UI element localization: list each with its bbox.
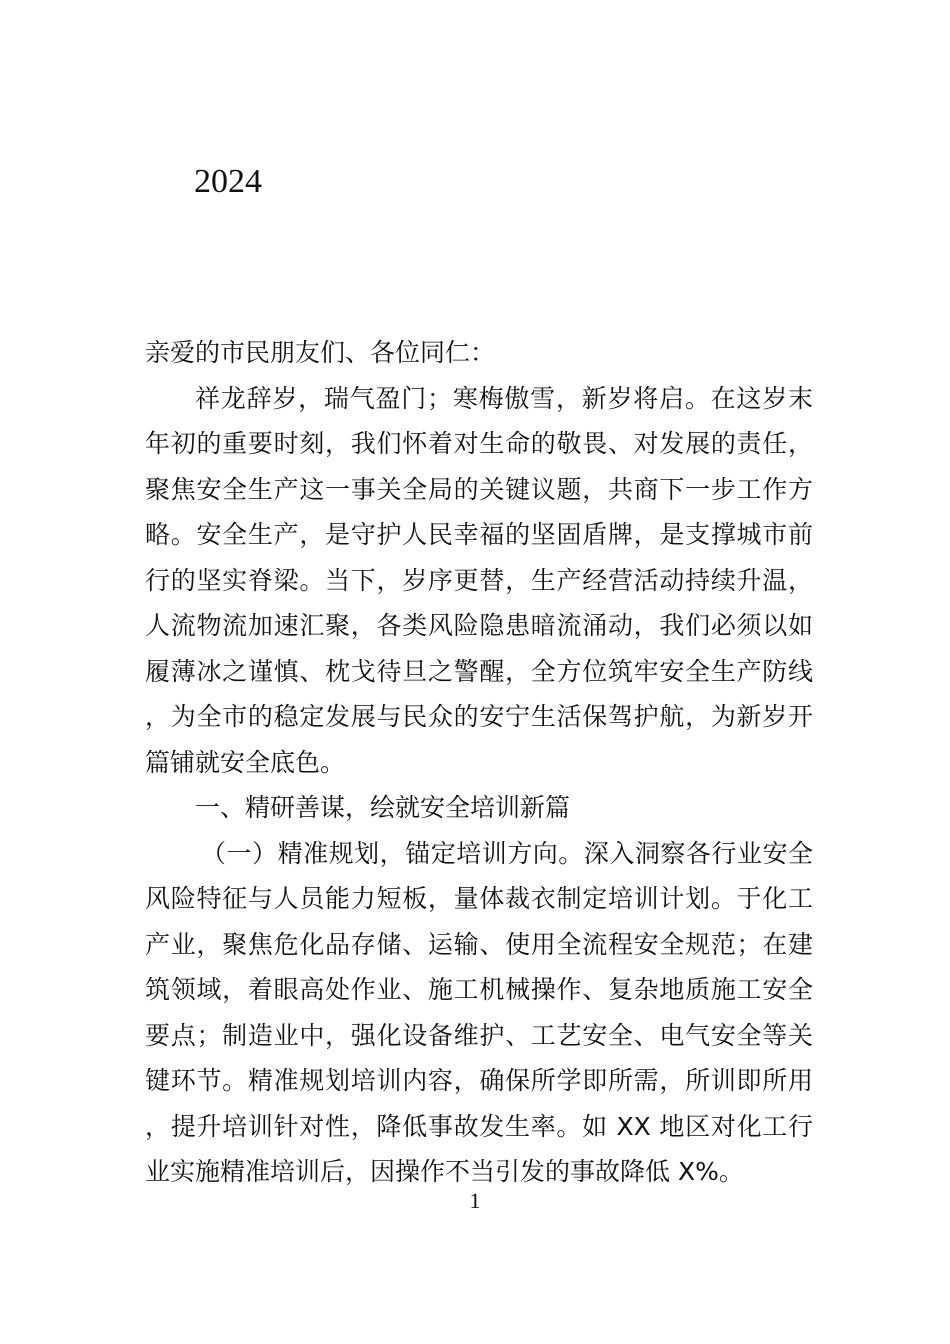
year-heading: 2024: [194, 163, 262, 200]
page-number: 1: [469, 1188, 481, 1213]
salutation: 亲爱的市民朋友们、各位同仁：: [145, 338, 496, 367]
intro-paragraph: 祥龙辞岁，瑞气盈门；寒梅傲雪，新岁将启。在这岁末年初的重要时刻，我们怀着对生命的敬畏、对发展的责任，聚焦安全生产这一事关全局的关键议题，共商下一步工作方略。安全生产，是守护人民幸福的坚固盾牌，是支撑城市前行的坚实脊梁。当下，岁序更替，生产经营活动持续升温，人流物流加速汇聚，各类风险隐患暗流涌动，我们必须以如履薄冰之谨慎、枕戈待旦之警醒，全方位筑牢安全生产防线，为全市的稳定发展与民众的安宁生活保驾护航，为新岁开篇铺就安全底色。: [145, 383, 813, 777]
section-heading: 一、精研善谋，绘就安全培训新篇: [195, 793, 571, 822]
section-one-paragraph: （一）精准规划，锚定培训方向。深入洞察各行业安全风险特征与人员能力短板，量体裁衣制定培训计划。于化工产业，聚焦危化品存储、运输、使用全流程安全规范；在建筑领域，着眼高处作业、施工机械操作、复杂地质施工安全要点；制造业中，强化设备维护、工艺安全、电气安全等关键环节。精准规划培训内容，确保所学即所需，所训即所用，提升培训针对性，降低事故发生率。如 XX 地区对化工行业实施精准培训后，因操作不当引发的事故降低 X%。: [145, 838, 813, 1186]
document-body: [145, 330, 813, 1195]
